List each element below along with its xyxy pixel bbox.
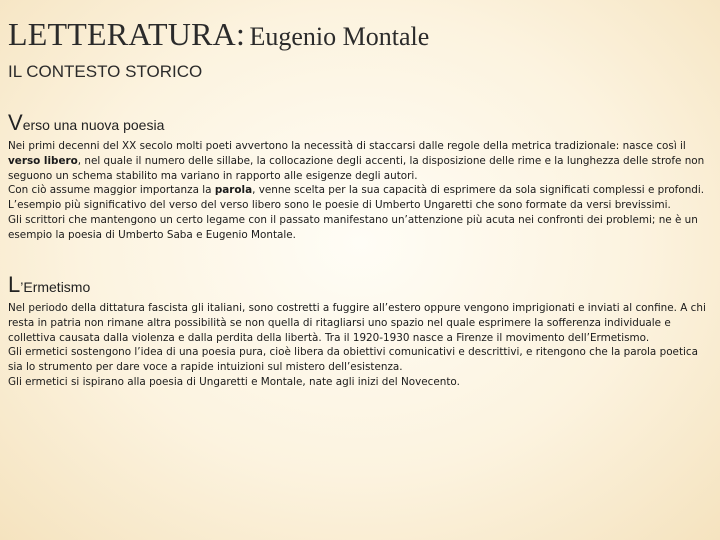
section-heading	[8, 274, 712, 296]
section-ermetismo	[8, 274, 712, 390]
page-subtitle: IL CONTESTO STORICO	[8, 62, 203, 81]
paragraph-text: , venne scelta per la sua capacità di esprimere da sola significati complessi e profondi.	[252, 184, 705, 197]
title-main: LETTERATURA:	[8, 16, 246, 52]
paragraph: L’esempio più significativo del verso del verso libero sono le poesie di Umberto Ungaretti che sono formate da versi brevissimi.	[8, 199, 671, 212]
paragraph-text: Con ciò assume maggior importanza la	[8, 184, 215, 197]
paragraph: Nel periodo della dittatura fascista gli italiani, sono costretti a fuggire all’estero oppure vengono imprigionati e inviati al confine. A chi resta in patria non rimane altra possibilità se non quella di ritagliarsi uno spazio nel quale esprimere la sofferenza individuale e collettiva causata dalla violenza e dalla perdita della libertà. Tra il 1920-1930 nasce a Firenze il movimento dell’Ermetismo.	[8, 302, 706, 344]
page-title	[8, 18, 708, 50]
heading-initial: L	[8, 272, 21, 297]
paragraph-text: Nei primi decenni del XX secolo molti poeti avvertono la necessità di staccarsi dalle regole della metrica tradizionale: nasce così il	[8, 140, 686, 152]
section-heading	[8, 112, 712, 134]
section-verso-libero	[8, 112, 712, 243]
heading-initial: V	[8, 110, 23, 135]
paragraph: Gli ermetici sostengono l’idea di una poesia pura, cioè libera da obiettivi comunicativi e descrittivi, e ritengono che la parola poetica sia lo strumento per dare voce a rapide intuizioni sul mistero dell’esistenza.	[8, 346, 698, 374]
paragraph-emphasis: parola	[214, 184, 253, 197]
title-author: Eugenio Montale	[249, 22, 430, 51]
paragraph-emphasis: verso libero	[8, 154, 78, 167]
heading-rest: erso una nuova poesia	[22, 117, 165, 133]
paragraph	[8, 183, 712, 198]
heading-rest: ’Ermetismo	[20, 279, 91, 295]
paragraph: Gli ermetici si ispirano alla poesia di Ungaretti e Montale, nate agli inizi del Novecento.	[8, 375, 460, 388]
title-block	[8, 18, 708, 82]
paragraph: Gli scrittori che mantengono un certo legame con il passato manifestano un’attenzione più acuta nei confronti dei problemi; ne è un esempio la poesia di Umberto Saba e Eugenio Montale.	[8, 213, 698, 241]
paragraph	[8, 139, 712, 183]
paragraph-text: , nel quale il numero delle sillabe, la collocazione degli accenti, la disposizione delle rime e la lunghezza delle strofe non seguono un schema stabilito ma variano in rapporto alle esigenze degli autori.	[8, 154, 705, 182]
